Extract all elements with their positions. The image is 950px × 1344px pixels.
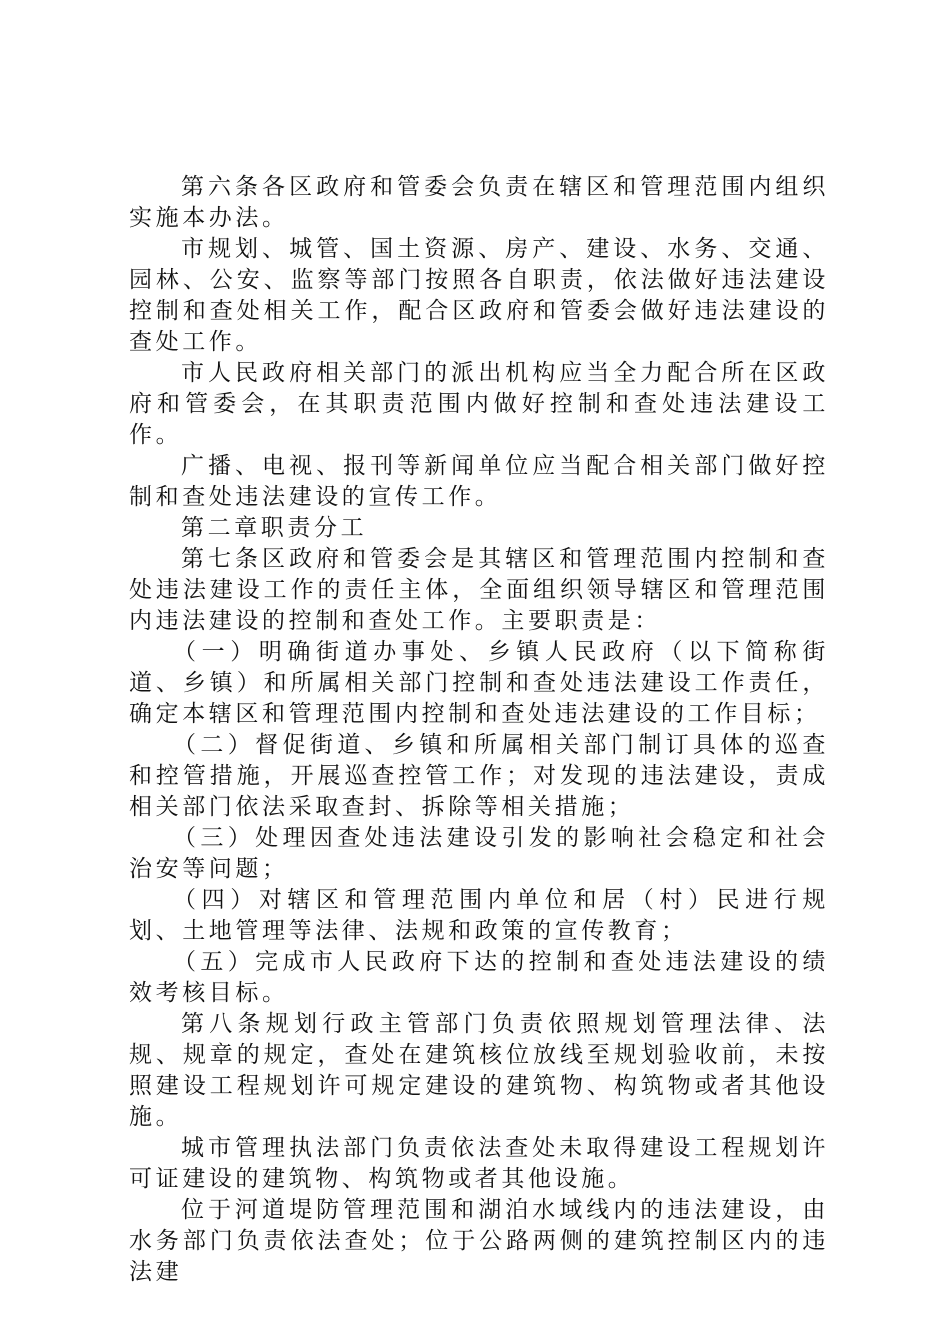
paragraph-river-embankment: 位于河道堤防管理范围和湖泊水域线内的违法建设，由水务部门负责依法查处；位于公路两侧的建筑控制区内的违法建 [129,1197,829,1285]
list-item-2: （二）督促街道、乡镇和所属相关部门制订具体的巡查和控管措施，开展巡查控管工作；对发现的违法建设，责成相关部门依法采取查封、拆除等相关措施； [129,732,829,820]
paragraph-departments: 市规划、城管、国土资源、房产、建设、水务、交通、园林、公安、监察等部门按照各自职责，依法做好违法建设控制和查处相关工作，配合区政府和管委会做好违法建设的查处工作。 [129,236,829,355]
paragraph-dispatched-agencies: 市人民政府相关部门的派出机构应当全力配合所在区政府和管委会，在其职责范围内做好控制和查处违法建设工作。 [129,360,829,448]
paragraph-article-8: 第八条规划行政主管部门负责依照规划管理法律、法规、规章的规定，查处在建筑核位放线至规划验收前，未按照建设工程规划许可规定建设的建筑物、构筑物或者其他设施。 [129,1011,829,1130]
paragraph-article-7: 第七条区政府和管委会是其辖区和管理范围内控制和查处违法建设工作的责任主体，全面组织领导辖区和管理范围内违法建设的控制和查处工作。主要职责是： [129,546,829,634]
list-item-4: （四）对辖区和管理范围内单位和居（村）民进行规划、土地管理等法律、法规和政策的宣传教育； [129,887,829,944]
chapter-heading: 第二章职责分工 [181,515,368,541]
paragraph-news-units: 广播、电视、报刊等新闻单位应当配合相关部门做好控制和查处违法建设的宣传工作。 [129,453,829,510]
list-item-3: （三）处理因查处违法建设引发的影响社会稳定和社会治安等问题； [129,825,829,882]
document-body [129,172,829,1288]
paragraph-city-management: 城市管理执法部门负责依法查处未取得建设工程规划许可证建设的建筑物、构筑物或者其他设施。 [129,1135,829,1192]
list-item-5: （五）完成市人民政府下达的控制和查处违法建设的绩效考核目标。 [129,949,829,1006]
paragraph-article-6: 第六条各区政府和管委会负责在辖区和管理范围内组织实施本办法。 [129,174,829,231]
list-item-1: （一）明确街道办事处、乡镇人民政府（以下简称街道、乡镇）和所属相关部门控制和查处违法建设工作责任，确定本辖区和管理范围内控制和查处违法建设的工作目标； [129,639,829,727]
